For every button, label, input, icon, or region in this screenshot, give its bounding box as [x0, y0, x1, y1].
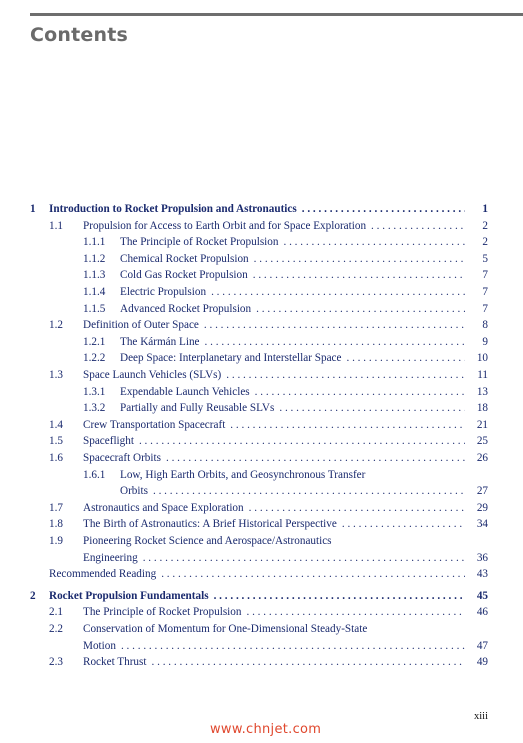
toc-entry-title: Electric Propulsion — [120, 286, 207, 298]
toc-entry[interactable] — [0, 251, 523, 267]
toc-dot-leader — [230, 417, 465, 433]
toc-entry-title: Recommended Reading — [49, 568, 157, 581]
toc-entry-page: 8 — [482, 319, 488, 332]
toc-entry[interactable] — [0, 400, 523, 416]
toc-entry-number: 1.3.1 — [83, 385, 106, 398]
toc-entry-page: 7 — [482, 302, 488, 315]
toc-entry-page: 9 — [482, 335, 488, 348]
toc-entry[interactable] — [0, 234, 523, 250]
toc-entry-number: 2.3 — [49, 656, 63, 669]
toc-entry-title: Expendable Launch Vehicles — [120, 385, 250, 398]
toc-entry-title: Space Launch Vehicles (SLVs) — [83, 369, 222, 381]
toc-entry-page: 26 — [476, 452, 488, 464]
toc-dot-leader — [152, 654, 466, 670]
toc-entry-number: 1.1 — [49, 219, 63, 232]
toc-entry-page: 5 — [482, 252, 488, 265]
toc-entry-number: 1.2.1 — [83, 335, 106, 348]
toc-entry-number: 2 — [30, 589, 36, 602]
toc-entry-title: Engineering — [83, 551, 138, 564]
toc-entry-page: 21 — [476, 418, 488, 431]
toc-entry-page: 2 — [482, 236, 488, 249]
toc-entry-page: 34 — [476, 518, 488, 531]
watermark: www.chnjet.com — [210, 722, 322, 737]
toc-dot-leader — [139, 433, 465, 449]
toc-entry-page: 18 — [476, 402, 488, 415]
toc-entry-title: Propulsion for Access to Earth Orbit and for Space Exploration — [83, 219, 367, 232]
toc-entry-number: 1.3 — [49, 369, 63, 381]
toc-entry-number: 1.1.2 — [83, 252, 106, 265]
toc-entry-page: 46 — [476, 606, 488, 619]
toc-entry-page: 45 — [476, 589, 488, 602]
toc-entry-title: The Principle of Rocket Propulsion — [83, 606, 242, 619]
toc-entry-page: 47 — [476, 639, 488, 652]
toc-entry-page: 7 — [482, 286, 488, 298]
toc-entry[interactable] — [0, 516, 523, 532]
toc-dot-leader — [279, 400, 465, 416]
toc-entry[interactable] — [0, 417, 523, 433]
toc-entry-number: 1.4 — [49, 418, 63, 431]
toc-entry-title: Low, High Earth Orbits, and Geosynchronous Transfer — [120, 468, 366, 481]
toc-entry-page: 29 — [476, 501, 488, 514]
toc-dot-leader — [371, 218, 465, 234]
toc-entry-title: Conservation of Momentum for One-Dimensional Steady-State — [83, 623, 368, 635]
toc-dot-leader — [249, 500, 465, 516]
toc-entry-title: Spaceflight — [83, 435, 134, 448]
toc-entry[interactable] — [0, 384, 523, 400]
toc-entry-number: 1.1.1 — [83, 236, 106, 249]
toc-entry-title: Advanced Rocket Propulsion — [120, 302, 252, 315]
toc-dot-leader — [143, 550, 465, 566]
toc-entry[interactable] — [0, 566, 523, 582]
toc-entry[interactable] — [0, 621, 523, 637]
toc-entry-title: Chemical Rocket Propulsion — [120, 252, 249, 265]
toc-entry[interactable] — [0, 638, 523, 654]
toc-dot-leader — [161, 566, 465, 582]
toc-entry-number: 2.2 — [49, 623, 63, 635]
toc-dot-leader — [256, 301, 465, 317]
top-rule — [30, 13, 523, 16]
toc-entry[interactable] — [0, 367, 523, 383]
page-title: Contents — [30, 24, 129, 46]
toc-dot-leader — [121, 638, 465, 654]
toc-entry-title: Motion — [83, 639, 116, 652]
toc-dot-leader — [153, 483, 465, 499]
toc-entry-title: The Principle of Rocket Propulsion — [120, 236, 279, 249]
toc-entry[interactable] — [0, 350, 523, 366]
page-folio: xiii — [473, 711, 488, 722]
toc-entry-page: 7 — [482, 269, 488, 282]
toc-entry[interactable] — [0, 433, 523, 449]
toc-entry-page: 36 — [476, 551, 488, 564]
toc-entry-title: Crew Transportation Spacecraft — [83, 418, 226, 431]
toc-dot-leader — [302, 201, 465, 217]
toc-entry-number: 1.9 — [49, 535, 63, 547]
toc-entry-number: 1.2.2 — [83, 352, 106, 365]
toc-entry-number: 2.1 — [49, 606, 63, 619]
toc-entry-page: 49 — [476, 656, 488, 669]
toc-entry-title: Partially and Fully Reusable SLVs — [120, 402, 275, 415]
toc-dot-leader — [166, 450, 465, 466]
toc-entry[interactable] — [0, 334, 523, 350]
toc-entry-number: 1.2 — [49, 319, 63, 332]
toc-dot-leader — [246, 604, 465, 620]
toc-entry-number: 1.7 — [49, 501, 63, 514]
toc-entry[interactable] — [0, 450, 523, 466]
toc-entry-page: 1 — [482, 203, 488, 215]
toc-entry[interactable] — [0, 201, 523, 217]
toc-entry[interactable] — [0, 483, 523, 499]
toc-entry[interactable] — [0, 317, 523, 333]
toc-entry[interactable] — [0, 301, 523, 317]
toc-entry[interactable] — [0, 467, 523, 483]
toc-entry-page: 10 — [476, 352, 488, 365]
toc-entry[interactable] — [0, 267, 523, 283]
toc-entry-title: Pioneering Rocket Science and Aerospace/Astronautics — [83, 535, 332, 547]
toc-entry-title: Orbits — [120, 485, 148, 498]
toc-entry-number: 1.1.3 — [83, 269, 106, 282]
toc-dot-leader — [253, 267, 465, 283]
toc-entry[interactable] — [0, 218, 523, 234]
toc-entry-number: 1.1.4 — [83, 286, 106, 298]
toc-dot-leader — [255, 384, 465, 400]
toc-entry-title: Deep Space: Interplanetary and Interstellar Space — [120, 352, 342, 365]
toc-entry-number: 1.1.5 — [83, 302, 106, 315]
toc-entry-page: 2 — [482, 219, 488, 232]
toc-dot-leader — [342, 516, 465, 532]
toc-entry-number: 1.5 — [49, 435, 63, 448]
toc-dot-leader — [204, 317, 465, 333]
toc-entry-number: 1.6 — [49, 452, 63, 464]
toc-entry-title: Cold Gas Rocket Propulsion — [120, 269, 248, 282]
toc-entry-number: 1 — [30, 203, 36, 215]
toc-dot-leader — [205, 334, 465, 350]
toc-entry-title: Astronautics and Space Exploration — [83, 501, 244, 514]
toc-entry[interactable] — [0, 533, 523, 549]
toc-entry-title: The Kármán Line — [120, 335, 200, 348]
toc-dot-leader — [226, 367, 465, 383]
toc-entry[interactable] — [0, 284, 523, 300]
toc-entry-title: Introduction to Rocket Propulsion and Astronautics — [49, 203, 297, 215]
toc-entry-title: Rocket Thrust — [83, 656, 147, 669]
toc-entry[interactable] — [0, 588, 523, 604]
toc-dot-leader — [283, 234, 465, 250]
toc-entry-number: 1.3.2 — [83, 402, 106, 415]
toc-entry[interactable] — [0, 550, 523, 566]
toc-entry-page: 11 — [477, 369, 488, 381]
toc-entry-page: 43 — [476, 568, 488, 581]
toc-entry-title: Definition of Outer Space — [83, 319, 199, 332]
toc-entry[interactable] — [0, 604, 523, 620]
toc-entry-title: Spacecraft Orbits — [83, 452, 161, 464]
toc-dot-leader — [211, 284, 465, 300]
toc-dot-leader — [254, 251, 465, 267]
toc-entry-page: 27 — [476, 485, 488, 498]
toc-entry-number: 1.6.1 — [83, 468, 106, 481]
toc-entry-page: 25 — [476, 435, 488, 448]
toc-dot-leader — [346, 350, 465, 366]
toc-entry-title: Rocket Propulsion Fundamentals — [49, 589, 209, 602]
toc-entry-title: The Birth of Astronautics: A Brief Historical Perspective — [83, 518, 337, 531]
toc-entry[interactable] — [0, 654, 523, 670]
toc-entry-page: 13 — [476, 385, 488, 398]
toc-dot-leader — [214, 588, 465, 604]
toc-entry[interactable] — [0, 500, 523, 516]
toc-entry-number: 1.8 — [49, 518, 63, 531]
